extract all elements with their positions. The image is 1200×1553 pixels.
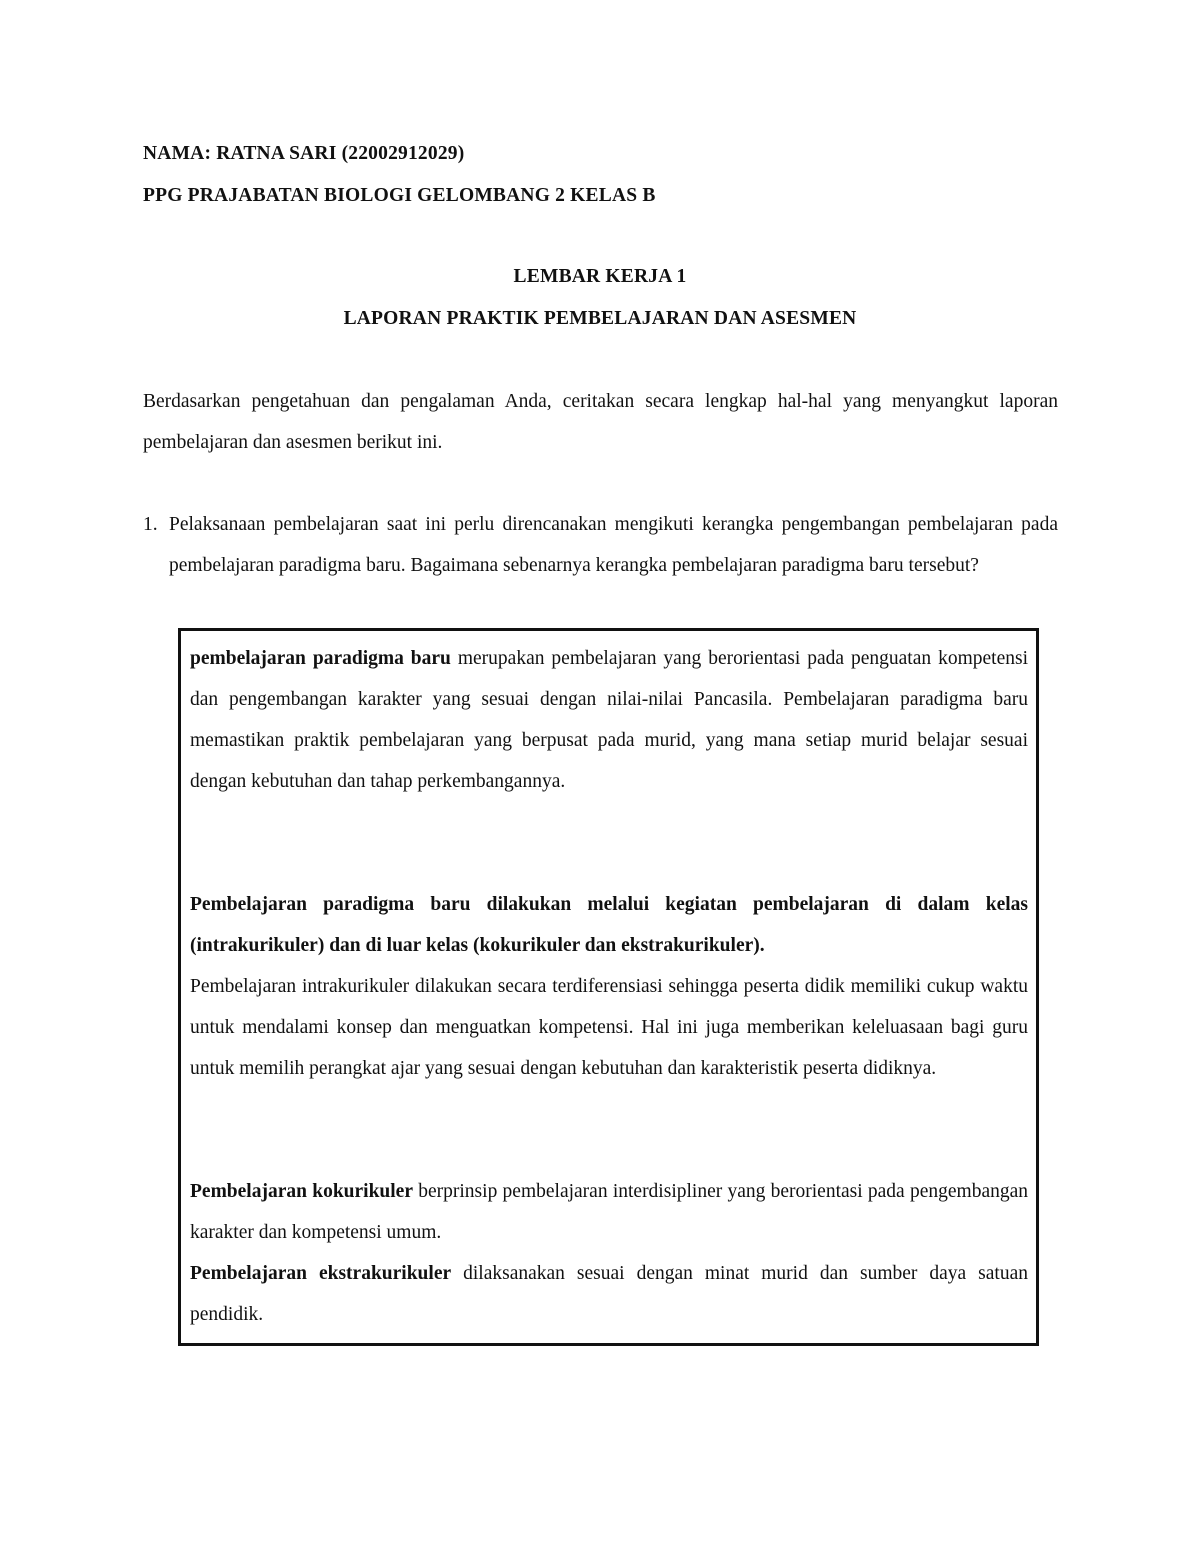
worksheet-title: LEMBAR KERJA 1 xyxy=(513,266,687,287)
intro-paragraph: Berdasarkan pengetahuan dan pengalaman Anda, ceritakan secara lengkap hal-hal yang menyangkut laporan pembelajaran dan asesmen berikut ini. xyxy=(143,391,1058,453)
answer-term-bold: Pembelajaran ekstrakurikuler xyxy=(190,1263,452,1284)
answer-heading-bold: Pembelajaran paradigma baru dilakukan melalui kegiatan pembelajaran di dalam kelas (intrakurikuler) dan di luar kelas (kokurikuler dan ekstrakurikuler). xyxy=(190,894,1028,956)
answer-term-bold: pembelajaran paradigma baru xyxy=(190,648,451,669)
answer-paragraph-3 xyxy=(190,1171,1028,1253)
answer-text: Pembelajaran intrakurikuler dilakukan secara terdiferensiasi sehingga peserta didik memiliki cukup waktu untuk mendalami konsep dan menguatkan kompetensi. Hal ini juga memberikan keleluasaan bagi guru untuk memilih perangkat ajar yang sesuai dengan kebutuhan dan karakteristik peserta didiknya. xyxy=(190,976,1028,1079)
question-number: 1. xyxy=(143,514,158,535)
answer-paragraph-2 xyxy=(190,884,1028,1089)
student-name-line: NAMA: RATNA SARI (22002912029) xyxy=(143,143,465,164)
answer-text: merupakan pembelajaran yang berorientasi pada penguatan kompetensi dan pengembangan karakter yang sesuai dengan nilai-nilai Pancasila. Pembelajaran paradigma baru memastikan praktik pembelajaran yang berpusat pada murid, yang mana setiap murid belajar sesuai dengan kebutuhan dan tahap perkembangannya. xyxy=(190,648,1028,792)
answer-term-bold: Pembelajaran kokurikuler xyxy=(190,1181,413,1202)
answer-box xyxy=(178,628,1039,1346)
report-title: LAPORAN PRAKTIK PEMBELAJARAN DAN ASESMEN xyxy=(343,308,857,329)
question-text: Pelaksanaan pembelajaran saat ini perlu direncanakan mengikuti kerangka pengembangan pembelajaran pada pembelajaran paradigma baru. Bagaimana sebenarnya kerangka pembelajaran paradigma baru tersebut? xyxy=(169,514,1058,576)
answer-text: dilaksanakan sesuai dengan minat murid dan sumber daya satuan pendidik. xyxy=(190,1263,1029,1325)
answer-paragraph-1 xyxy=(190,638,1028,802)
answer-text: berprinsip pembelajaran interdisipliner yang berorientasi pada pengembangan karakter dan kompetensi umum. xyxy=(190,1181,1029,1243)
answer-paragraph-4 xyxy=(190,1253,1028,1335)
program-line: PPG PRAJABATAN BIOLOGI GELOMBANG 2 KELAS B xyxy=(143,185,656,206)
